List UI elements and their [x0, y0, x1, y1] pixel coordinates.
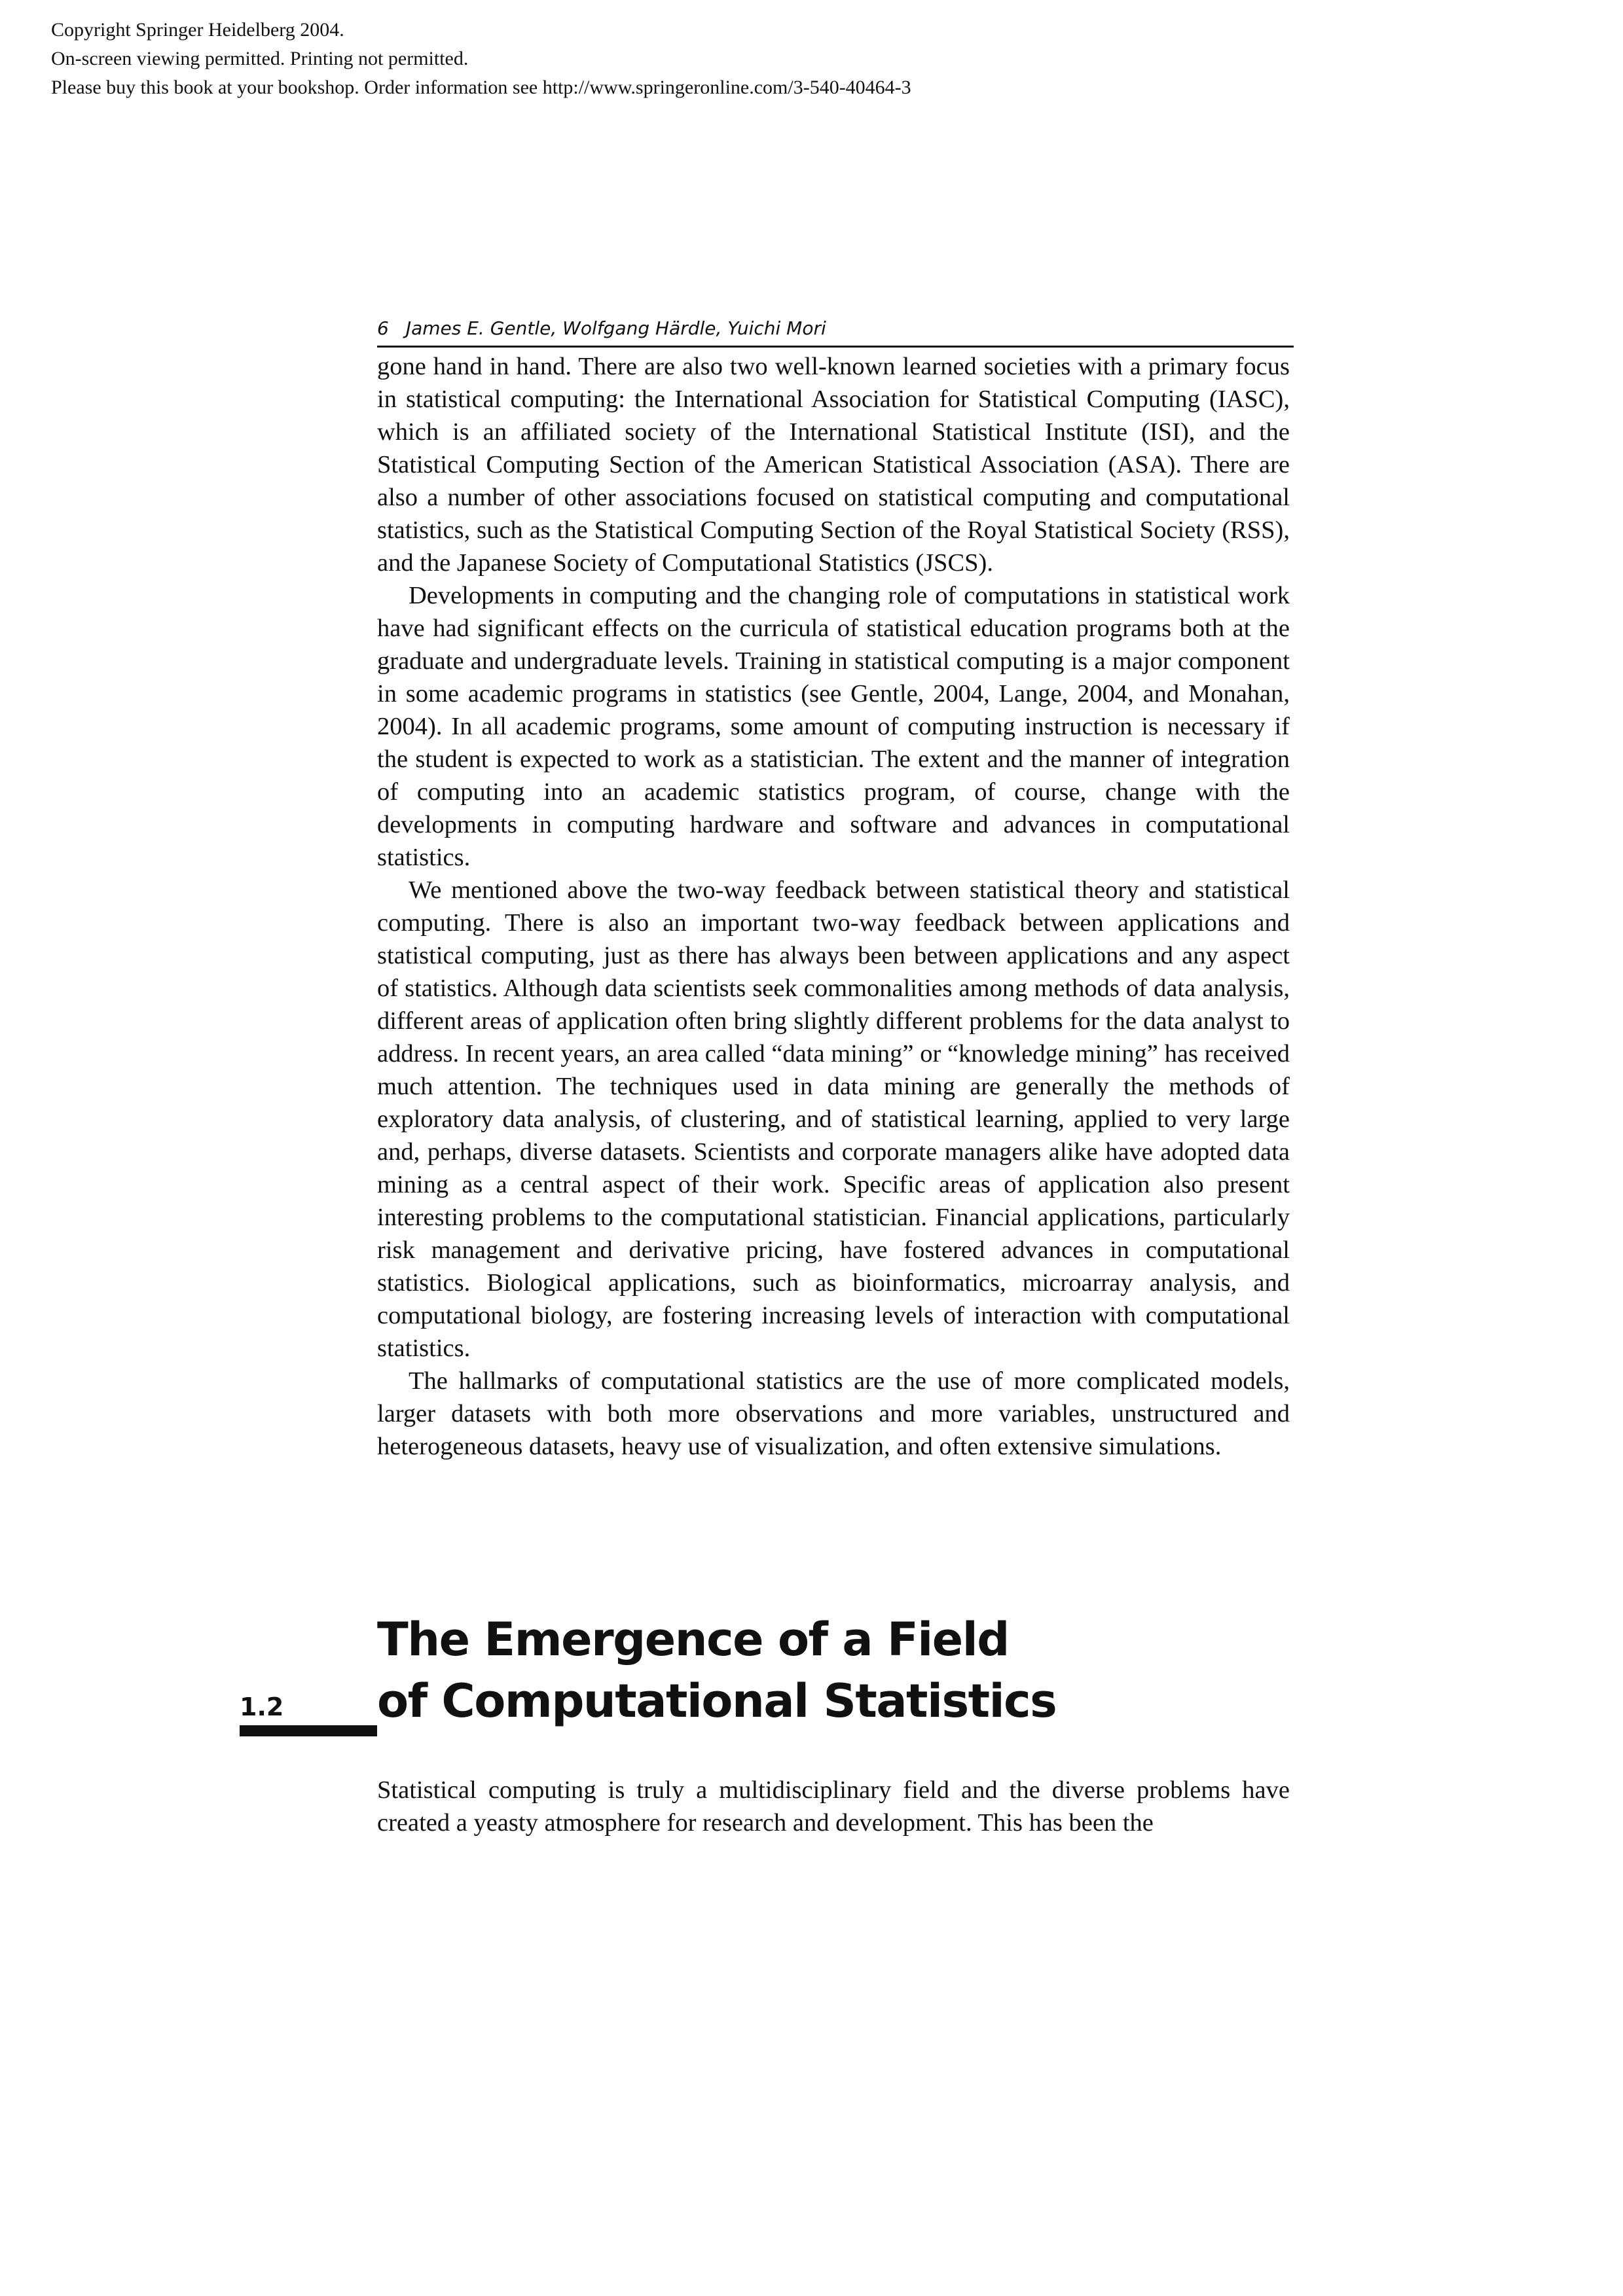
- order-information-line: Please buy this book at your bookshop. Order information see http://www.springeronline.com/3-540-40464-3: [51, 77, 911, 98]
- running-head-authors: James E. Gentle, Wolfgang Härdle, Yuichi Mori: [405, 317, 826, 339]
- page-number: 6: [377, 317, 389, 339]
- paragraph: We mentioned above the two-way feedback between statistical theory and statistical computing. There is also an important two-way feedback between applications and statistical computing, just as there has always been between applications and any aspect of statistics. Although data scientists seek commonalities among methods of data analysis, different areas of application often bring slightly different problems for the data analyst to address. In recent years, an area called “data mining” or “knowledge mining” has received much attention. The techniques used in data mining are generally the methods of exploratory data analysis, of clustering, and of statistical learning, applied to very large and, perhaps, diverse datasets. Scientists and corporate managers alike have adopted data mining as a central aspect of their work. Specific areas of application also present interesting problems to the computational statistician. Financial applications, particularly risk management and derivative pricing, have fostered advances in computational statistics. Biological applications, such as bioinformatics, microarray analysis, and computational biology, are fostering increasing levels of interaction with computational statistics.: [377, 876, 1290, 1362]
- section-rule: [240, 1725, 377, 1736]
- viewing-permission-line: On-screen viewing permitted. Printing not permitted.: [51, 48, 469, 69]
- paragraph: Developments in computing and the changing role of computations in statistical work have had significant effects on the curricula of statistical education programs both at the graduate and undergraduate levels. Training in statistical computing is a major component in some academic programs in statistics (see Gentle, 2004, Lange, 2004, and Monahan, 2004). In all academic programs, some amount of computing instruction is necessary if the student is expected to work as a statistician. The extent and the manner of integration of computing into an academic statistics program, of course, change with the developments in computing hardware and software and advances in computational statistics.: [377, 582, 1290, 871]
- paragraph: Statistical computing is truly a multidisciplinary field and the diverse problems have created a yeasty atmosphere for research and development. This has been the: [377, 1776, 1290, 1837]
- copyright-line: Copyright Springer Heidelberg 2004.: [51, 19, 344, 41]
- running-head: [377, 312, 1294, 348]
- section-title-line: of Computational Statistics: [377, 1674, 1057, 1728]
- paragraph: The hallmarks of computational statistics are the use of more complicated models, larger datasets with both more observations and more variables, unstructured and heterogeneous datasets, heavy use of visualization, and often extensive simulations.: [377, 1367, 1290, 1460]
- body-text: [377, 350, 1290, 1463]
- section-heading: [377, 1609, 1294, 1732]
- section-body-text: [377, 1774, 1290, 1839]
- copyright-notice: [51, 16, 911, 102]
- paragraph: gone hand in hand. There are also two well-known learned societies with a primary focus in statistical computing: the International Association for Statistical Computing (IASC), which is an affiliated society of the International Statistical Institute (ISI), and the Statistical Computing Section of the American Statistical Association (ASA). There are also a number of other associations focused on statistical computing and computational statistics, such as the Statistical Computing Section of the Royal Statistical Society (RSS), and the Japanese Society of Computational Statistics (JSCS).: [377, 353, 1290, 577]
- section-number: 1.2: [240, 1693, 284, 1721]
- section-title-line: The Emergence of a Field: [377, 1613, 1009, 1666]
